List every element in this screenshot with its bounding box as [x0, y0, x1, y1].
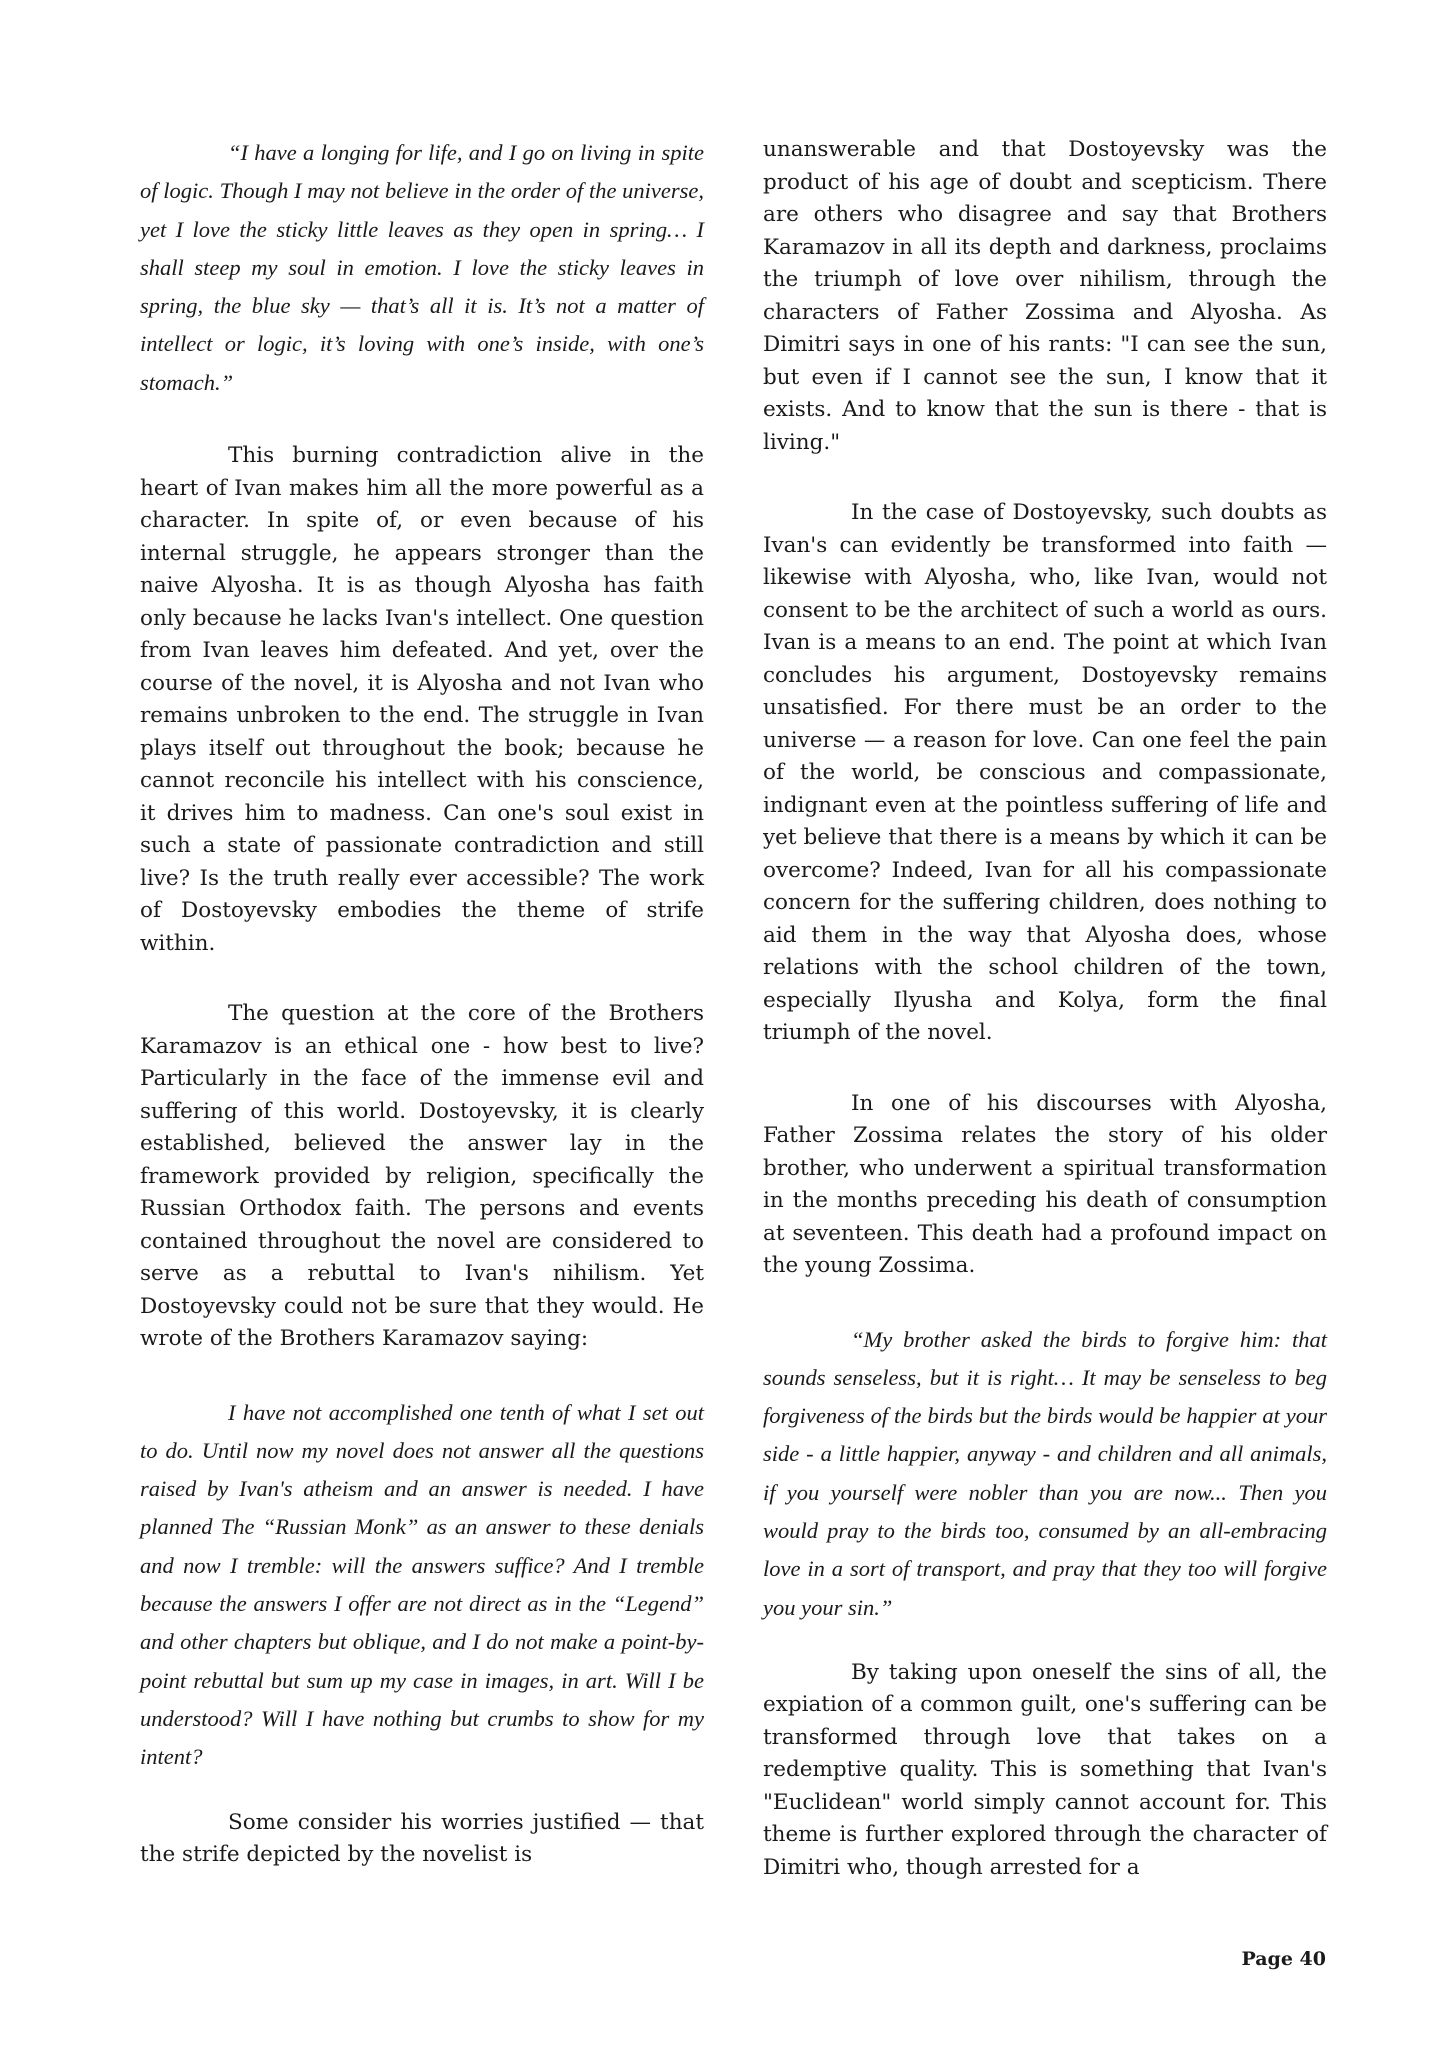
brother-quote: “My brother asked the birds to forgive him: that sounds senseless, but it is right… It may be senseless to beg forgiveness of the birds but the birds would be happier at your side - a little happier, anyway - and children and all animals, if you yourself were nobler than you are now... Then you would pray to the birds too, consumed by an all-embracing love in a sort of transport, and pray that they too will forgive you your sin.” [763, 1326, 1327, 1620]
sins-paragraph: By taking upon oneself the sins of all, the expiation of a common guilt, one's suffering can be transformed through love that takes on a redemptive quality. This is something that Ivan's "Euclidean" world simply cannot account for. This theme is further explored through the character of Dimitri who, though arrested for a [763, 1659, 1327, 1880]
dostoyevsky-quote: I have not accomplished one tenth of what I set out to do. Until now my novel does not answer all the questions raised by Ivan's atheism and an answer is needed. I have planned The “Russian Monk” as an answer to these denials and now I tremble: will the answers suffice? And I tremble because the answers I offer are not direct as in the “Legend” and other chapters but oblique, and I do not make a point-by-point rebuttal but sum up my case in images, in art. Will I be understood? Will I have nothing but crumbs to show for my intent? [140, 1399, 704, 1770]
ivan-quote: “I have a longing for life, and I go on living in spite of logic. Though I may not believe in the order of the universe, yet I love the sticky little leaves as they open in spring… I shall steep my soul in emotion. I love the sticky leaves in spring, the blue sky — that’s all it is. It’s not a matter of intellect or logic, it’s loving with one’s inside, with one’s stomach.” [140, 140, 704, 395]
discourses-paragraph: In one of his discourses with Alyosha, Father Zossima relates the story of his older brother, who underwent a spiritual transformation in the months preceding his death of consumption at seventeen. This death had a profound impact on the young Zossima. [763, 1090, 1327, 1278]
continuation-paragraph: unanswerable and that Dostoyevsky was the product of his age of doubt and scepticism. There are others who disagree and say that Brothers Karamazov in all its depth and darkness, proclaims the triumph of love over nihilism, through the characters of Father Zossima and Alyosha. As Dimitri says in one of his rants: "I can see the sun, but even if I cannot see the sun, I know that it exists. And to know that the sun is there - that is living." [763, 137, 1327, 455]
left-column [140, 134, 704, 1872]
dostoyevsky-case-paragraph: In the case of Dostoyevsky, such doubts as Ivan's can evidently be transformed into faith — likewise with Alyosha, who, like Ivan, would not consent to be the architect of such a world as ours. Ivan is a means to an end. The point at which Ivan concludes his argument, Dostoyevsky remains unsatisfied. For there must be an order to the universe — a reason for love. Can one feel the pain of the world, be conscious and compassionate, indignant even at the pointless suffering of life and yet believe that there is a means by which it can be overcome? Indeed, Ivan for all his compassionate concern for the suffering children, does nothing to aid them in the way that Alyosha does, whose relations with the school children of the town, especially Ilyusha and Kolya, form the final triumph of the novel. [763, 500, 1327, 1045]
contradiction-paragraph: This burning contradiction alive in the heart of Ivan makes him all the more powerful as a character. In spite of, or even because of his internal struggle, he appears stronger than the naive Alyosha. It is as though Alyosha has faith only because he lacks Ivan's intellect. One question from Ivan leaves him defeated. And yet, over the course of the novel, it is Alyosha and not Ivan who remains unbroken to the end. The struggle in Ivan plays itself out throughout the book; because he cannot reconcile his intellect with his conscience, it drives him to madness. Can one's soul exist in such a state of passionate contradiction and still live? Is the truth really ever accessible? The work of Dostoyevsky embodies the theme of strife within. [140, 443, 704, 956]
page-number: Page 40 [1241, 1948, 1326, 1970]
worries-paragraph: Some consider his worries justified — that the strife depicted by the novelist is [140, 1809, 704, 1868]
right-column [763, 134, 1327, 1884]
question-paragraph: The question at the core of the Brothers Karamazov is an ethical one - how best to live? Particularly in the face of the immense evil and suffering of this world. Dostoyevsky, it is clearly established, believed the answer lay in the framework provided by religion, specifically the Russian Orthodox faith. The persons and events contained throughout the novel are considered to serve as a rebuttal to Ivan's nihilism. Yet Dostoyevsky could not be sure that they would. He wrote of the Brothers Karamazov saying: [140, 1001, 704, 1352]
